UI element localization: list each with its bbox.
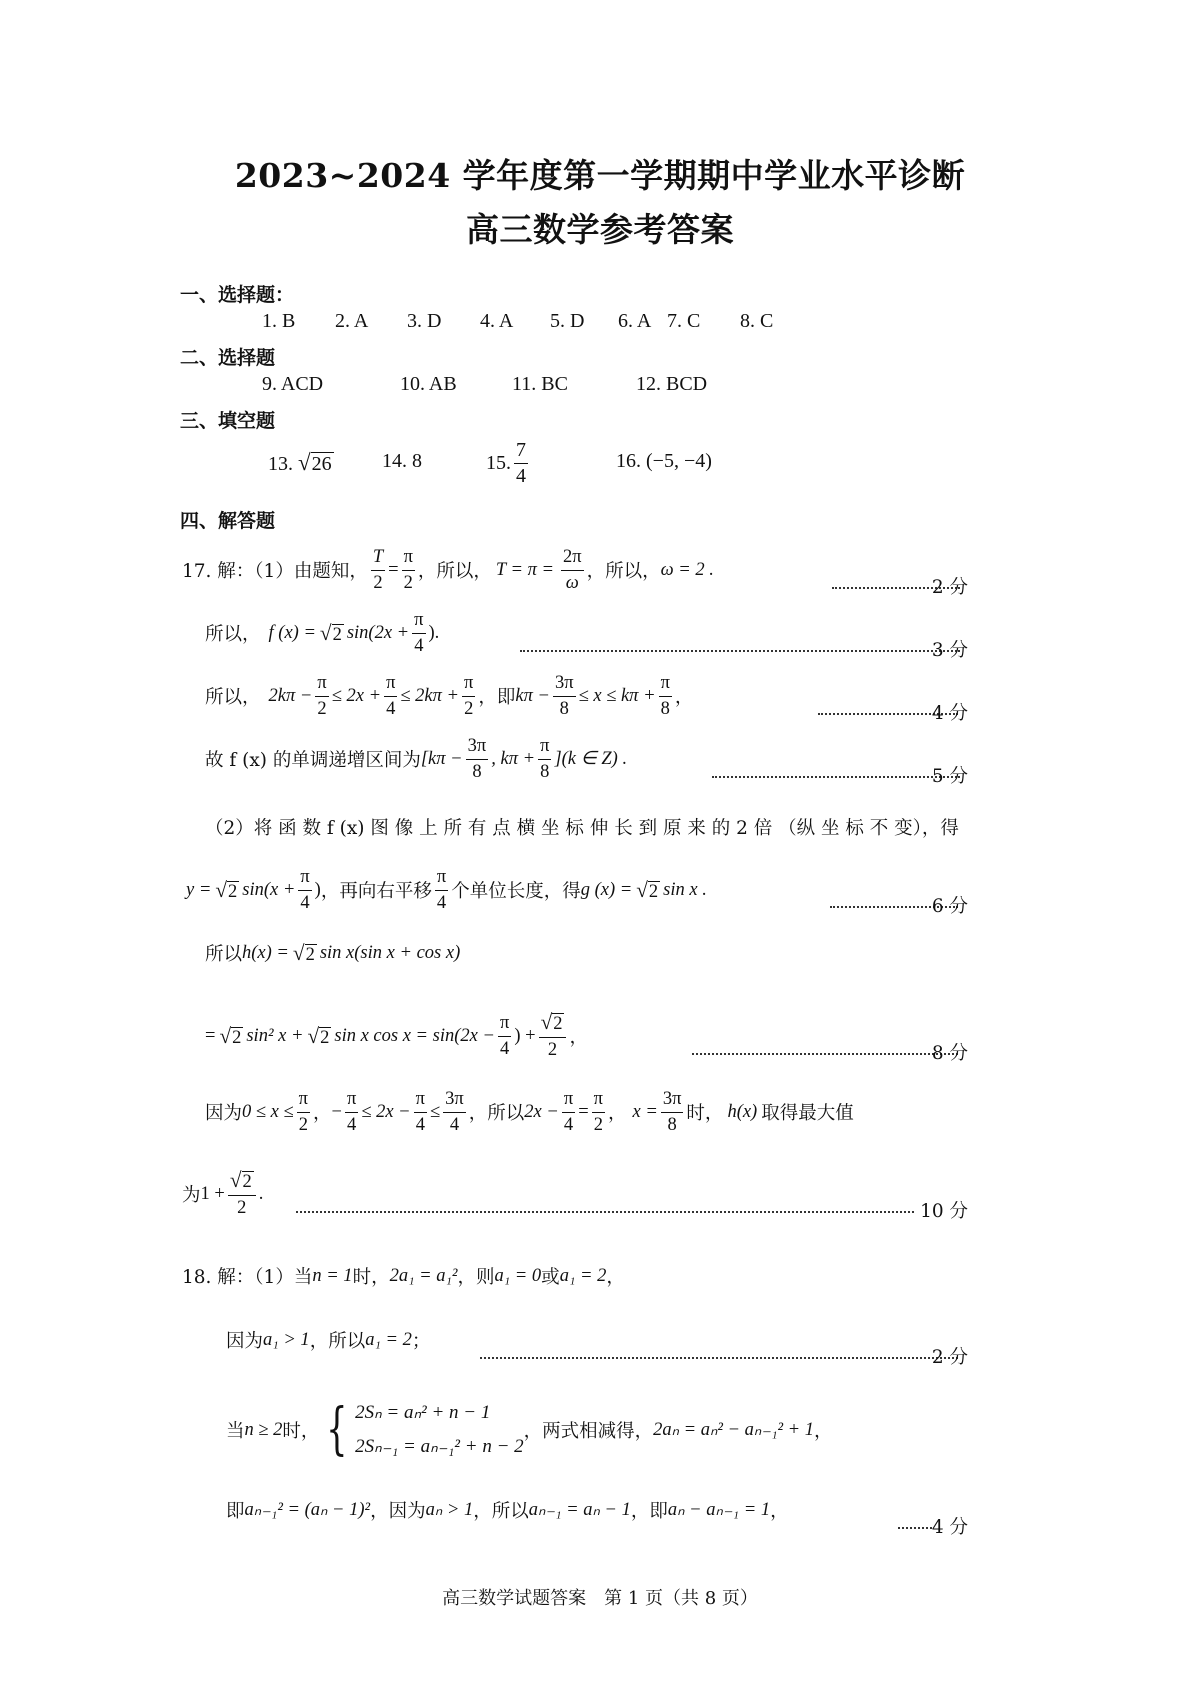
mc-answer: 11. BC <box>512 373 568 395</box>
mc-answer: 1. B <box>262 310 296 332</box>
fill-answer-13: 13. √26 <box>268 450 332 475</box>
q17-line-10: 为 1 + $\frac{√2}{2}$ . <box>182 1167 264 1218</box>
q17-line-5: （2）将 函 数 f (x) 图 像 上 所 有 点 横 坐 标 伸 长 到 原 来 的 2 倍 （纵 坐 标 不 变），得 <box>205 818 959 839</box>
dot-leader <box>692 1053 958 1055</box>
section-heading-fill-in: 三、填空题 <box>180 410 276 432</box>
score-mark: 8 分 <box>931 1043 968 1064</box>
left-brace-icon: { <box>326 1397 348 1462</box>
q18-line-1: 18. 解：（1）当 n = 1 时， 2a₁ = a₁² ，则 a₁ = 0 或 a₁ = 2 ， <box>182 1265 625 1288</box>
mc-answer: 5. D <box>550 310 585 332</box>
fill-answer-16: 16. (−5, −4) <box>616 450 712 472</box>
mc-answer: 12. BCD <box>636 373 708 395</box>
fill-answer-14: 14. 8 <box>382 450 422 472</box>
section-heading-multiple-choice: 一、选择题： <box>180 284 295 306</box>
q17-line-2: 所以， f (x) = √2 sin(2x + $\frac{\pi}{4}$ ). <box>205 609 440 656</box>
q17-line-4: 故 f (x) 的单调递增区间为 [kπ − $\frac{3\pi}{8}$ , kπ + $\frac{\pi}{8}$ ](k ∈ Z) . <box>205 735 628 782</box>
dot-leader <box>296 1211 914 1213</box>
page-footer: 高三数学试题答案 第 1 页（共 8 页） <box>442 1588 758 1609</box>
fill-answer-15: 15. 7 4 <box>486 438 526 487</box>
mc-answer: 8. C <box>740 310 774 332</box>
section-heading-multi-select: 二、选择题 <box>180 347 276 369</box>
q17-line-3: 所以， 2kπ − $\frac{\pi}{2}$ ≤ 2x + $\frac{\pi}{4}$ ≤ 2kπ + $\frac{\pi}{2}$ ，即 kπ − $\frac{3\pi}{8}$ ≤ x ≤ kπ + $\frac{\pi}{8}$ ， <box>205 672 694 719</box>
q18-line-4: 即 aₙ₋₁² = (aₙ − 1)² ，因为 aₙ > 1 ，所以 aₙ₋₁ = aₙ − 1 ，即 aₙ − aₙ₋₁ = 1 ， <box>226 1500 789 1522</box>
section-heading-solutions: 四、解答题 <box>180 510 276 532</box>
mc-answer: 9. ACD <box>262 373 324 395</box>
q17-line-7: 所以 h(x) = √2 sin x(sin x + cos x) <box>205 940 461 965</box>
document-subtitle: 高三数学参考答案 <box>466 210 734 249</box>
dot-leader <box>898 1527 932 1529</box>
score-mark: 4 分 <box>931 1517 968 1538</box>
dot-leader <box>520 650 960 652</box>
q17-line-9: 因为 0 ≤ x ≤ $\frac{\pi}{2}$ ， − $\frac{\pi}{4}$ ≤ 2x − $\frac{\pi}{4}$ ≤ $\frac{3\pi}{4}$ ，所以 2x − $\frac{\pi}{4}$ = $\frac{\pi}{2}$ ， x = $\frac{3\pi}{8}$ 时， h(x) 取得最大值 <box>205 1088 854 1135</box>
dot-leader <box>712 776 960 778</box>
score-mark: 10 分 <box>920 1201 968 1222</box>
mc-answer: 4. A <box>480 310 514 332</box>
mc-answer: 7. C <box>667 310 701 332</box>
score-mark: 2 分 <box>931 577 968 598</box>
score-mark: 3 分 <box>931 640 968 661</box>
score-mark: 4 分 <box>931 703 968 724</box>
mc-answer: 6. A <box>618 310 652 332</box>
mc-answer: 3. D <box>407 310 442 332</box>
dot-leader <box>480 1357 958 1359</box>
q18-line-2: 因为 a₁ > 1 ，所以 a₁ = 2 ； <box>226 1329 431 1352</box>
q18-line-3: 当 n ≥ 2 时， { 2Sₙ = aₙ² + n − 1 2Sₙ₋₁ = aₙ₋₁² + n − 2 ，两式相减得， 2aₙ = aₙ² − aₙ₋₁² + 1 ， <box>226 1397 833 1462</box>
equation-system: 2Sₙ = aₙ² + n − 1 2Sₙ₋₁ = aₙ₋₁² + n − 2 <box>355 1402 524 1457</box>
q17-line-1: 17. 解：（1）由题知， $\frac{T}{2}$ = $\frac{\pi}{2}$ ，所以， T = π = $\frac{2\pi}{\omega}$ ，所以， ω = 2 . <box>182 546 714 593</box>
q17-line-6: y = √2 sin(x + $\frac{\pi}{4}$ ) ，再向右平移 π 4 个单位长度，得 g (x) = √2 sin x . <box>186 866 707 913</box>
score-mark: 5 分 <box>931 766 968 787</box>
document-title: 2023~2024 学年度第一学期期中学业水平诊断 <box>234 156 966 195</box>
score-mark: 2 分 <box>931 1347 968 1368</box>
score-mark: 6 分 <box>931 896 968 917</box>
mc-answer: 2. A <box>335 310 369 332</box>
q17-line-8: = √2 sin² x + √2 sin x cos x = sin(2x − $\frac{\pi}{4}$ ) + $\frac{√2}{2}$ ， <box>205 1009 588 1060</box>
mc-answer: 10. AB <box>400 373 457 395</box>
